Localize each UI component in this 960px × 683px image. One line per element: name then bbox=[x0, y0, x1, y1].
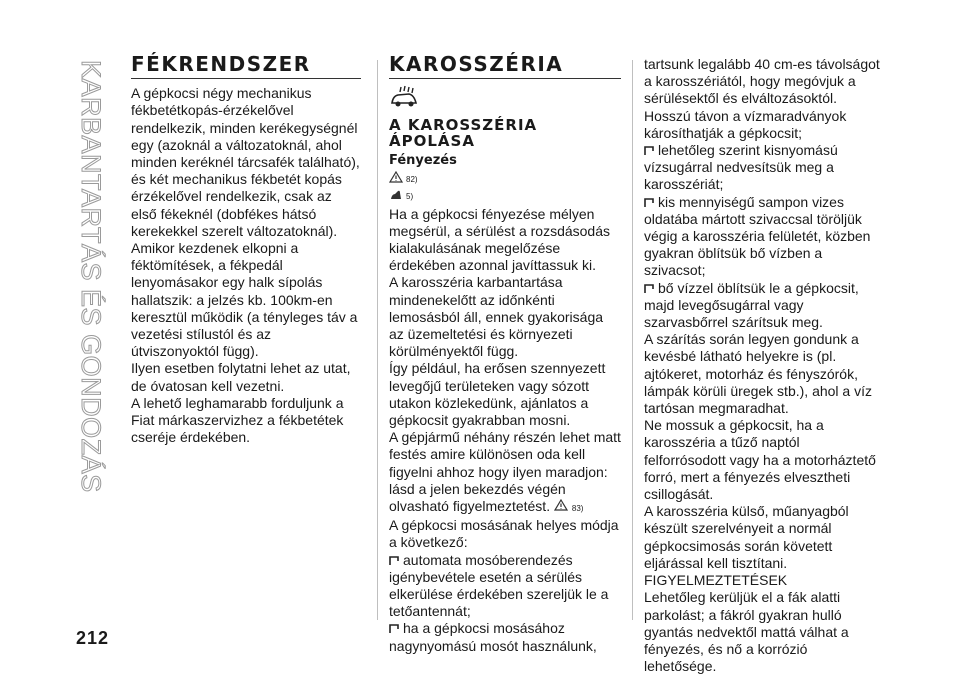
bullet-text: ha a gépkocsi mosásához nagynyomású mosót használunk, bbox=[389, 620, 597, 654]
title-rule bbox=[131, 78, 361, 79]
paragraph: Lehetőleg kerüljük el a fák alatti parkolást; a fákról gyakran hulló gyantás nedvektől mattá válhat a fényezés, és nő a korrózió lehetősége. bbox=[644, 589, 849, 675]
bullet-icon bbox=[389, 621, 399, 631]
warning-triangle-icon bbox=[389, 171, 403, 189]
bullet-text: bő vízzel öblítsük le a gépkocsit, majd levegősugárral vagy szarvasbőrrel szárítsuk meg. bbox=[644, 279, 859, 331]
column-divider bbox=[632, 60, 633, 620]
paragraph: tartsunk legalább 40 cm-es távolságot a karosszériától, hogy megóvjuk a sérülésektől és elváltozásoktól. Hosszú távon a vízmaradványok károsíthatják a gépkocsit; bbox=[644, 56, 880, 141]
side-chapter-title: KARBANTARTÁS ÉS GONDOZÁS bbox=[76, 60, 106, 493]
body-care-continued-column bbox=[644, 56, 880, 675]
paragraph-text: A gépjármű néhány részén lehet matt festés amire különösen oda kell figyelni ahhoz hogy ilyen maradjon: lásd a jelen bekezdés végén olvasható figyelmeztetést. bbox=[389, 429, 621, 515]
bullet-icon bbox=[644, 195, 654, 205]
title-rule bbox=[389, 78, 621, 79]
car-wash-icon bbox=[389, 85, 621, 113]
brake-system-column bbox=[131, 52, 361, 446]
bullet-item bbox=[389, 552, 621, 621]
note-ref-number: 82) bbox=[406, 175, 418, 185]
bullet-text: lehetőleg szerint kisnyomású vízsugárral nedvesítsük meg a karosszériát; bbox=[644, 142, 838, 193]
warning-note bbox=[389, 172, 621, 188]
paragraph bbox=[389, 429, 621, 517]
paragraph: Ilyen esetben folytatni lehet az utat, de óvatosan kell vezetni. bbox=[131, 360, 351, 394]
paragraph: A gépkocsi négy mechanikus fékbetétkopás-érzékelővel rendelkezik, minden kerékegységnél egy (azoknál a változatoknál, ahol minden keréknél tárcsafék található), és két mechanikus fékbetét kopás érzékelővel rendelkezik, csak az első fékeknél (dobfékes hátsó kerekekkel szerelt változatoknál). bbox=[131, 85, 360, 239]
paragraph: A szárítás során legyen gondunk a kevésbé látható helyekre is (pl. ajtókeret, motorház és fényszórók, lámpák körüli üregek stb.), ahol a víz tartósan megmaradhat. bbox=[644, 331, 872, 417]
page-number: 212 bbox=[76, 628, 110, 648]
warnings-heading: FIGYELMEZTETÉSEK bbox=[644, 572, 788, 589]
subsection-title: A KAROSSZÉRIA ÁPOLÁSA bbox=[389, 116, 538, 151]
bullet-item bbox=[644, 142, 880, 194]
bullet-text: kis mennyiségű sampon vizes oldatába mártott szivaccsal töröljük végig a karosszéria felületét, közben gyakran öblítsük bő vízben a szivacsot; bbox=[644, 193, 871, 279]
warning-triangle-icon bbox=[554, 498, 568, 515]
bullet-icon bbox=[644, 143, 654, 153]
paragraph: Ne mossuk a gépkocsit, ha a karosszéria a tűző naptól felforrósodott vagy ha a motorháztető forró, mert a fényezés elvesztheti csillogását. bbox=[644, 417, 876, 503]
bullet-text: automata mosóberendezés igénybevétele esetén a sérülés elkerülése érdekében szereljük le a tetőantennát; bbox=[389, 551, 609, 620]
caution-note bbox=[389, 189, 621, 205]
body-care-column bbox=[389, 52, 621, 655]
paragraph: A karosszéria külső, műanyagból készült szerelvényeit a normál gépkocsimosás során követett eljárással kell tisztítani. bbox=[644, 503, 849, 571]
note-ref-number: 83) bbox=[571, 504, 584, 514]
paragraph: A gépkocsi mosásának helyes módja a következő: bbox=[389, 517, 619, 551]
column-divider bbox=[377, 60, 378, 620]
bullet-item bbox=[389, 620, 621, 654]
paragraph: A karosszéria karbantartása mindenekelőtt az időnkénti lemosásból áll, ennek gyakorisága az üzemeltetési és környezeti körülményektől függ. bbox=[389, 274, 604, 360]
note-ref-number: 5) bbox=[406, 192, 414, 202]
bullet-icon bbox=[389, 553, 399, 563]
section-title: FÉKRENDSZER bbox=[131, 52, 311, 76]
subsubsection-title: Fényezés bbox=[389, 153, 457, 169]
hand-caution-icon bbox=[389, 188, 403, 206]
section-title: KAROSSZÉRIA bbox=[389, 52, 564, 76]
paragraph: Amikor kezdenek elkopni a féktömítések, a fékpedál lenyomásakor egy halk sípolás hallatszik: a jelzés kb. 100km-en keresztül működik (a tényleges táv a vezetési stílustól és az útviszonyoktól függ). bbox=[131, 240, 358, 360]
bullet-item bbox=[644, 280, 880, 332]
paragraph: Ha a gépkocsi fényezése mélyen megsérül, a sérülést a rozsdásodás kialakulásának megelőzése érdekében azonnal javíttassuk ki. bbox=[389, 205, 610, 274]
paragraph: Így például, ha erősen szennyezett levegőjű területeken vagy sózott utakon közlekedünk, ajánlatos a gépkocsit gyakrabban mosni. bbox=[389, 360, 606, 429]
bullet-icon bbox=[644, 281, 654, 291]
paragraph: A lehető leghamarabb forduljunk a Fiat márkaszervizhez a fékbetétek cseréje érdekében. bbox=[131, 394, 344, 446]
bullet-item bbox=[644, 194, 880, 280]
